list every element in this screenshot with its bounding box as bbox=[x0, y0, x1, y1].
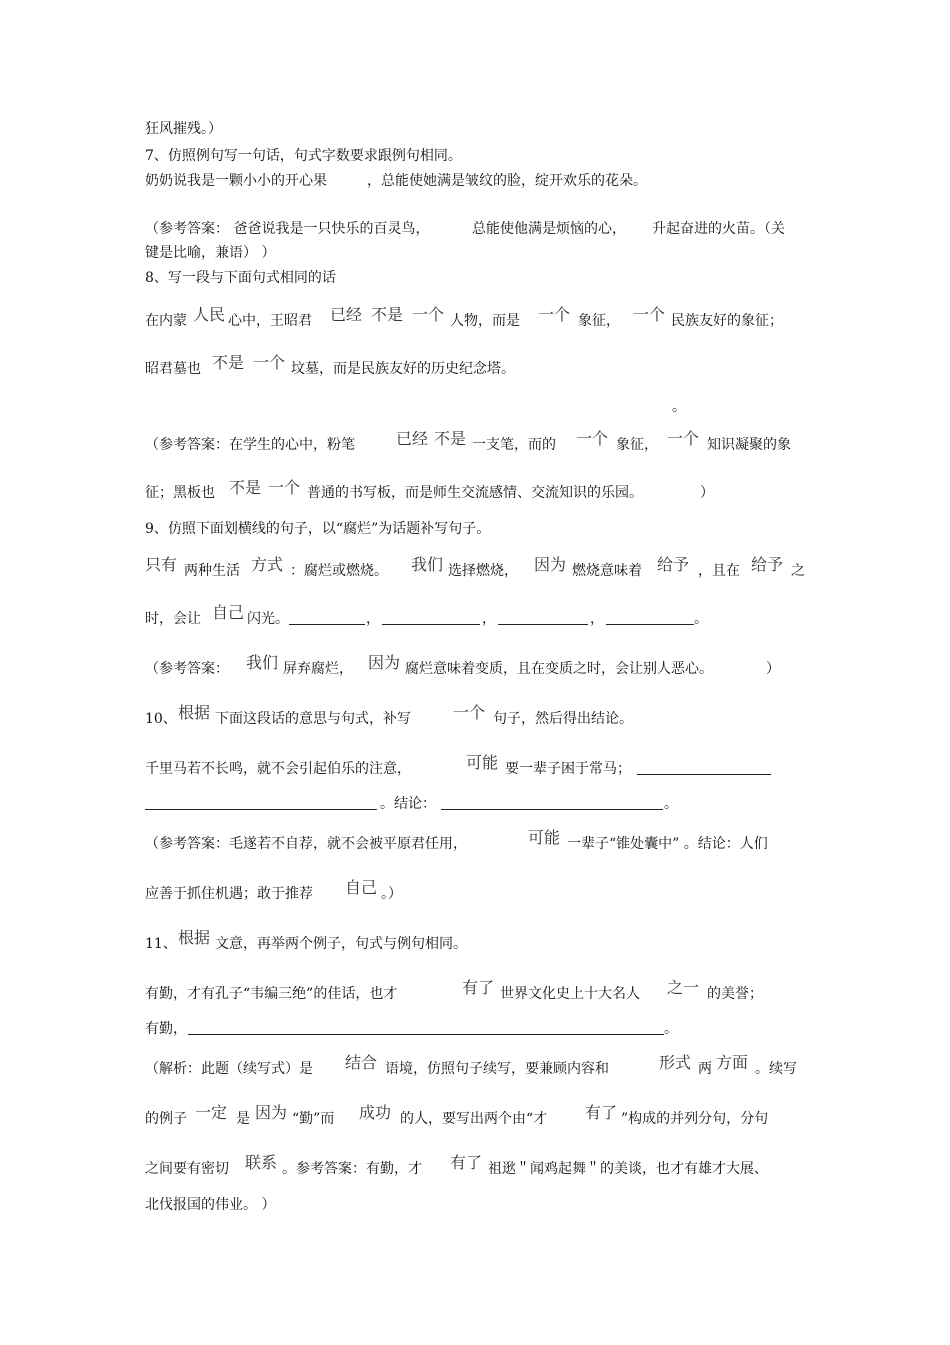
fill-blank-line bbox=[606, 610, 694, 630]
word-image: 有了 bbox=[462, 978, 495, 997]
text-run: 昭君墓也 bbox=[145, 361, 201, 377]
analysis-text: 之间要有密切 bbox=[145, 1161, 229, 1177]
question-7-example: 奶奶说我是一颗小小的开心果 bbox=[145, 173, 327, 189]
text-run: 。 bbox=[672, 399, 686, 415]
text-run: 两种生活 bbox=[184, 563, 240, 579]
question-10-number: 10、 bbox=[145, 711, 177, 727]
analysis-text: 。续写 bbox=[755, 1061, 797, 1077]
word-image: 不是 bbox=[212, 353, 245, 372]
word-image: 人民 bbox=[193, 305, 226, 324]
analysis-text: 北伐报国的伟业。 ） bbox=[145, 1197, 276, 1213]
answer-8-text: 一支笔，而的 bbox=[472, 437, 556, 453]
text-run: 象征， bbox=[578, 313, 620, 329]
text-run: 坟墓，而是民族友好的历史纪念塔。 bbox=[291, 361, 515, 377]
analysis-text: （解析：此题（续写式）是 bbox=[145, 1061, 313, 1077]
word-image: 一个 bbox=[453, 703, 486, 722]
analysis-text: 的例子 bbox=[145, 1111, 187, 1127]
question-11-number: 11、 bbox=[145, 936, 177, 952]
word-image: 根据 bbox=[178, 703, 211, 722]
answer-10-text: 一辈子“锥处囊中” 。结论：人们 bbox=[567, 836, 768, 852]
word-image: 有了 bbox=[585, 1103, 618, 1122]
word-image: 我们 bbox=[246, 653, 279, 672]
answer-8-text: 知识凝聚的象 bbox=[707, 437, 791, 453]
word-image: 一个 bbox=[268, 478, 301, 497]
word-image: 自己 bbox=[345, 878, 378, 897]
answer-7-a: （参考答案： 爸爸说我是一只快乐的百灵鸟， bbox=[145, 221, 430, 237]
text-run: 人物，而是 bbox=[450, 313, 520, 329]
text-run: 世界文化史上十大名人 bbox=[500, 986, 640, 1002]
analysis-text: ”构成的并列分句，分句 bbox=[621, 1111, 769, 1127]
word-image: 可能 bbox=[528, 828, 561, 847]
text-run: 心中，王昭君 bbox=[228, 313, 312, 329]
answer-9-text: ） bbox=[766, 661, 780, 677]
answer-10-text: 。） bbox=[381, 886, 402, 902]
text-run: ：腐烂或燃烧。 bbox=[290, 563, 388, 579]
answer-9-text: （参考答案： bbox=[145, 661, 229, 677]
text-run: 有勤， bbox=[145, 1021, 187, 1037]
analysis-text: 祖逖＂闻鸡起舞＂的美谈，也才有雄才大展、 bbox=[488, 1161, 768, 1177]
question-9-title: 9、仿照下面划横线的句子，以“腐烂”为话题补写句子。 bbox=[145, 521, 491, 537]
answer-8-text: （参考答案：在学生的心中，粉笔 bbox=[145, 437, 355, 453]
answer-8-text: 征；黑板也 bbox=[145, 485, 215, 501]
analysis-text: 的人，要写出两个由“才 bbox=[400, 1111, 548, 1127]
text-run: 千里马若不长鸣，就不会引起伯乐的注意， bbox=[145, 761, 411, 777]
word-image: 根据 bbox=[178, 928, 211, 947]
text-run: ， bbox=[366, 611, 380, 627]
text-run: ， bbox=[590, 611, 604, 627]
fill-blank-line bbox=[498, 610, 588, 630]
word-image: 已经 bbox=[396, 429, 429, 448]
text-run: 时，会让 bbox=[145, 611, 201, 627]
answer-10-text: （参考答案：毛遂若不自荐，就不会被平原君任用， bbox=[145, 836, 467, 852]
word-image: 不是 bbox=[371, 305, 404, 324]
answer-7-d: 键是比喻，兼语） ） bbox=[145, 245, 276, 261]
text-run: 。结论： bbox=[380, 796, 436, 812]
word-image: 因为 bbox=[368, 653, 401, 672]
word-image: 因为 bbox=[534, 555, 567, 574]
question-10-title: 句子，然后得出结论。 bbox=[493, 711, 633, 727]
answer-9-text: 腐烂意味着变质，且在变质之时，会让别人恶心。 bbox=[405, 661, 713, 677]
fill-blank-line bbox=[145, 795, 377, 815]
word-image: 一个 bbox=[412, 305, 445, 324]
analysis-text: 。参考答案：有勤，才 bbox=[282, 1161, 422, 1177]
word-image: 成功 bbox=[359, 1103, 392, 1122]
text-run: ， bbox=[482, 611, 496, 627]
word-image: 一个 bbox=[667, 429, 700, 448]
word-image: 不是 bbox=[229, 478, 262, 497]
word-image: 联系 bbox=[245, 1153, 278, 1172]
word-image: 一个 bbox=[538, 305, 571, 324]
word-image: 自己 bbox=[212, 603, 245, 622]
text-run: 有勤，才有孔子“韦编三绝”的佳话，也才 bbox=[145, 986, 398, 1002]
word-image: 方式 bbox=[251, 555, 284, 574]
analysis-text: 是 bbox=[236, 1111, 250, 1127]
word-image: 只有 bbox=[145, 555, 178, 574]
answer-7-b: 总能使他满是烦恼的心， bbox=[472, 221, 626, 237]
text-run: 燃烧意味着 bbox=[572, 563, 642, 579]
fill-blank-line bbox=[637, 760, 771, 780]
text-run: 之 bbox=[791, 563, 805, 579]
analysis-text: “勤”而 bbox=[292, 1111, 335, 1127]
word-image: 有了 bbox=[450, 1153, 483, 1172]
analysis-text: 两 bbox=[698, 1061, 712, 1077]
text-run: ，且在 bbox=[698, 563, 740, 579]
word-image: 一个 bbox=[253, 353, 286, 372]
text-run: 。 bbox=[694, 611, 708, 627]
word-image: 可能 bbox=[466, 753, 499, 772]
word-image: 一个 bbox=[633, 305, 666, 324]
word-image: 结合 bbox=[345, 1053, 378, 1072]
word-image: 方面 bbox=[716, 1053, 749, 1072]
word-image: 一定 bbox=[195, 1103, 228, 1122]
analysis-text: 语境，仿照句子续写，要兼顾内容和 bbox=[385, 1061, 609, 1077]
question-11-title: 文意，再举两个例子，句式与例句相同。 bbox=[215, 936, 467, 952]
answer-8-text: ） bbox=[700, 485, 714, 501]
fill-blank-line bbox=[382, 610, 480, 630]
text-line: 狂风摧残。） bbox=[145, 121, 222, 137]
text-run: 。 bbox=[664, 796, 678, 812]
word-image: 我们 bbox=[411, 555, 444, 574]
text-run: 在内蒙 bbox=[145, 313, 187, 329]
answer-7-c: 升起奋进的火苗。（关 bbox=[652, 221, 785, 237]
word-image: 因为 bbox=[255, 1103, 288, 1122]
answer-9-text: 屏弃腐烂， bbox=[283, 661, 353, 677]
word-image: 已经 bbox=[330, 305, 363, 324]
word-image: 不是 bbox=[434, 429, 467, 448]
text-run: 选择燃烧， bbox=[448, 563, 518, 579]
fill-blank-line bbox=[188, 1020, 664, 1040]
question-7-example-cont: ，总能使她满是皱纹的脸，绽开欢乐的花朵。 bbox=[367, 173, 647, 189]
word-image: 一个 bbox=[576, 429, 609, 448]
word-image: 之一 bbox=[667, 978, 700, 997]
fill-blank-line bbox=[441, 795, 663, 815]
word-image: 形式 bbox=[659, 1053, 692, 1072]
word-image: 给予 bbox=[751, 555, 784, 574]
answer-8-text: 普通的书写板，而是师生交流感情、交流知识的乐园。 bbox=[307, 485, 643, 501]
word-image: 给予 bbox=[657, 555, 690, 574]
question-10-title: 下面这段话的意思与句式，补写 bbox=[215, 711, 411, 727]
text-run: 的美誉； bbox=[707, 986, 763, 1002]
fill-blank-line bbox=[289, 610, 365, 630]
answer-10-text: 应善于抓住机遇；敢于推荐 bbox=[145, 886, 313, 902]
answer-8-text: 象征， bbox=[616, 437, 658, 453]
text-run: 。 bbox=[664, 1021, 678, 1037]
question-7-title: 7、仿照例句写一句话，句式字数要求跟例句相同。 bbox=[145, 148, 462, 164]
text-run: 要一辈子困于常马； bbox=[505, 761, 631, 777]
text-run: 闪光。 bbox=[247, 611, 289, 627]
text-run: 民族友好的象征； bbox=[671, 313, 783, 329]
question-8-title: 8、写一段与下面句式相同的话 bbox=[145, 270, 336, 286]
